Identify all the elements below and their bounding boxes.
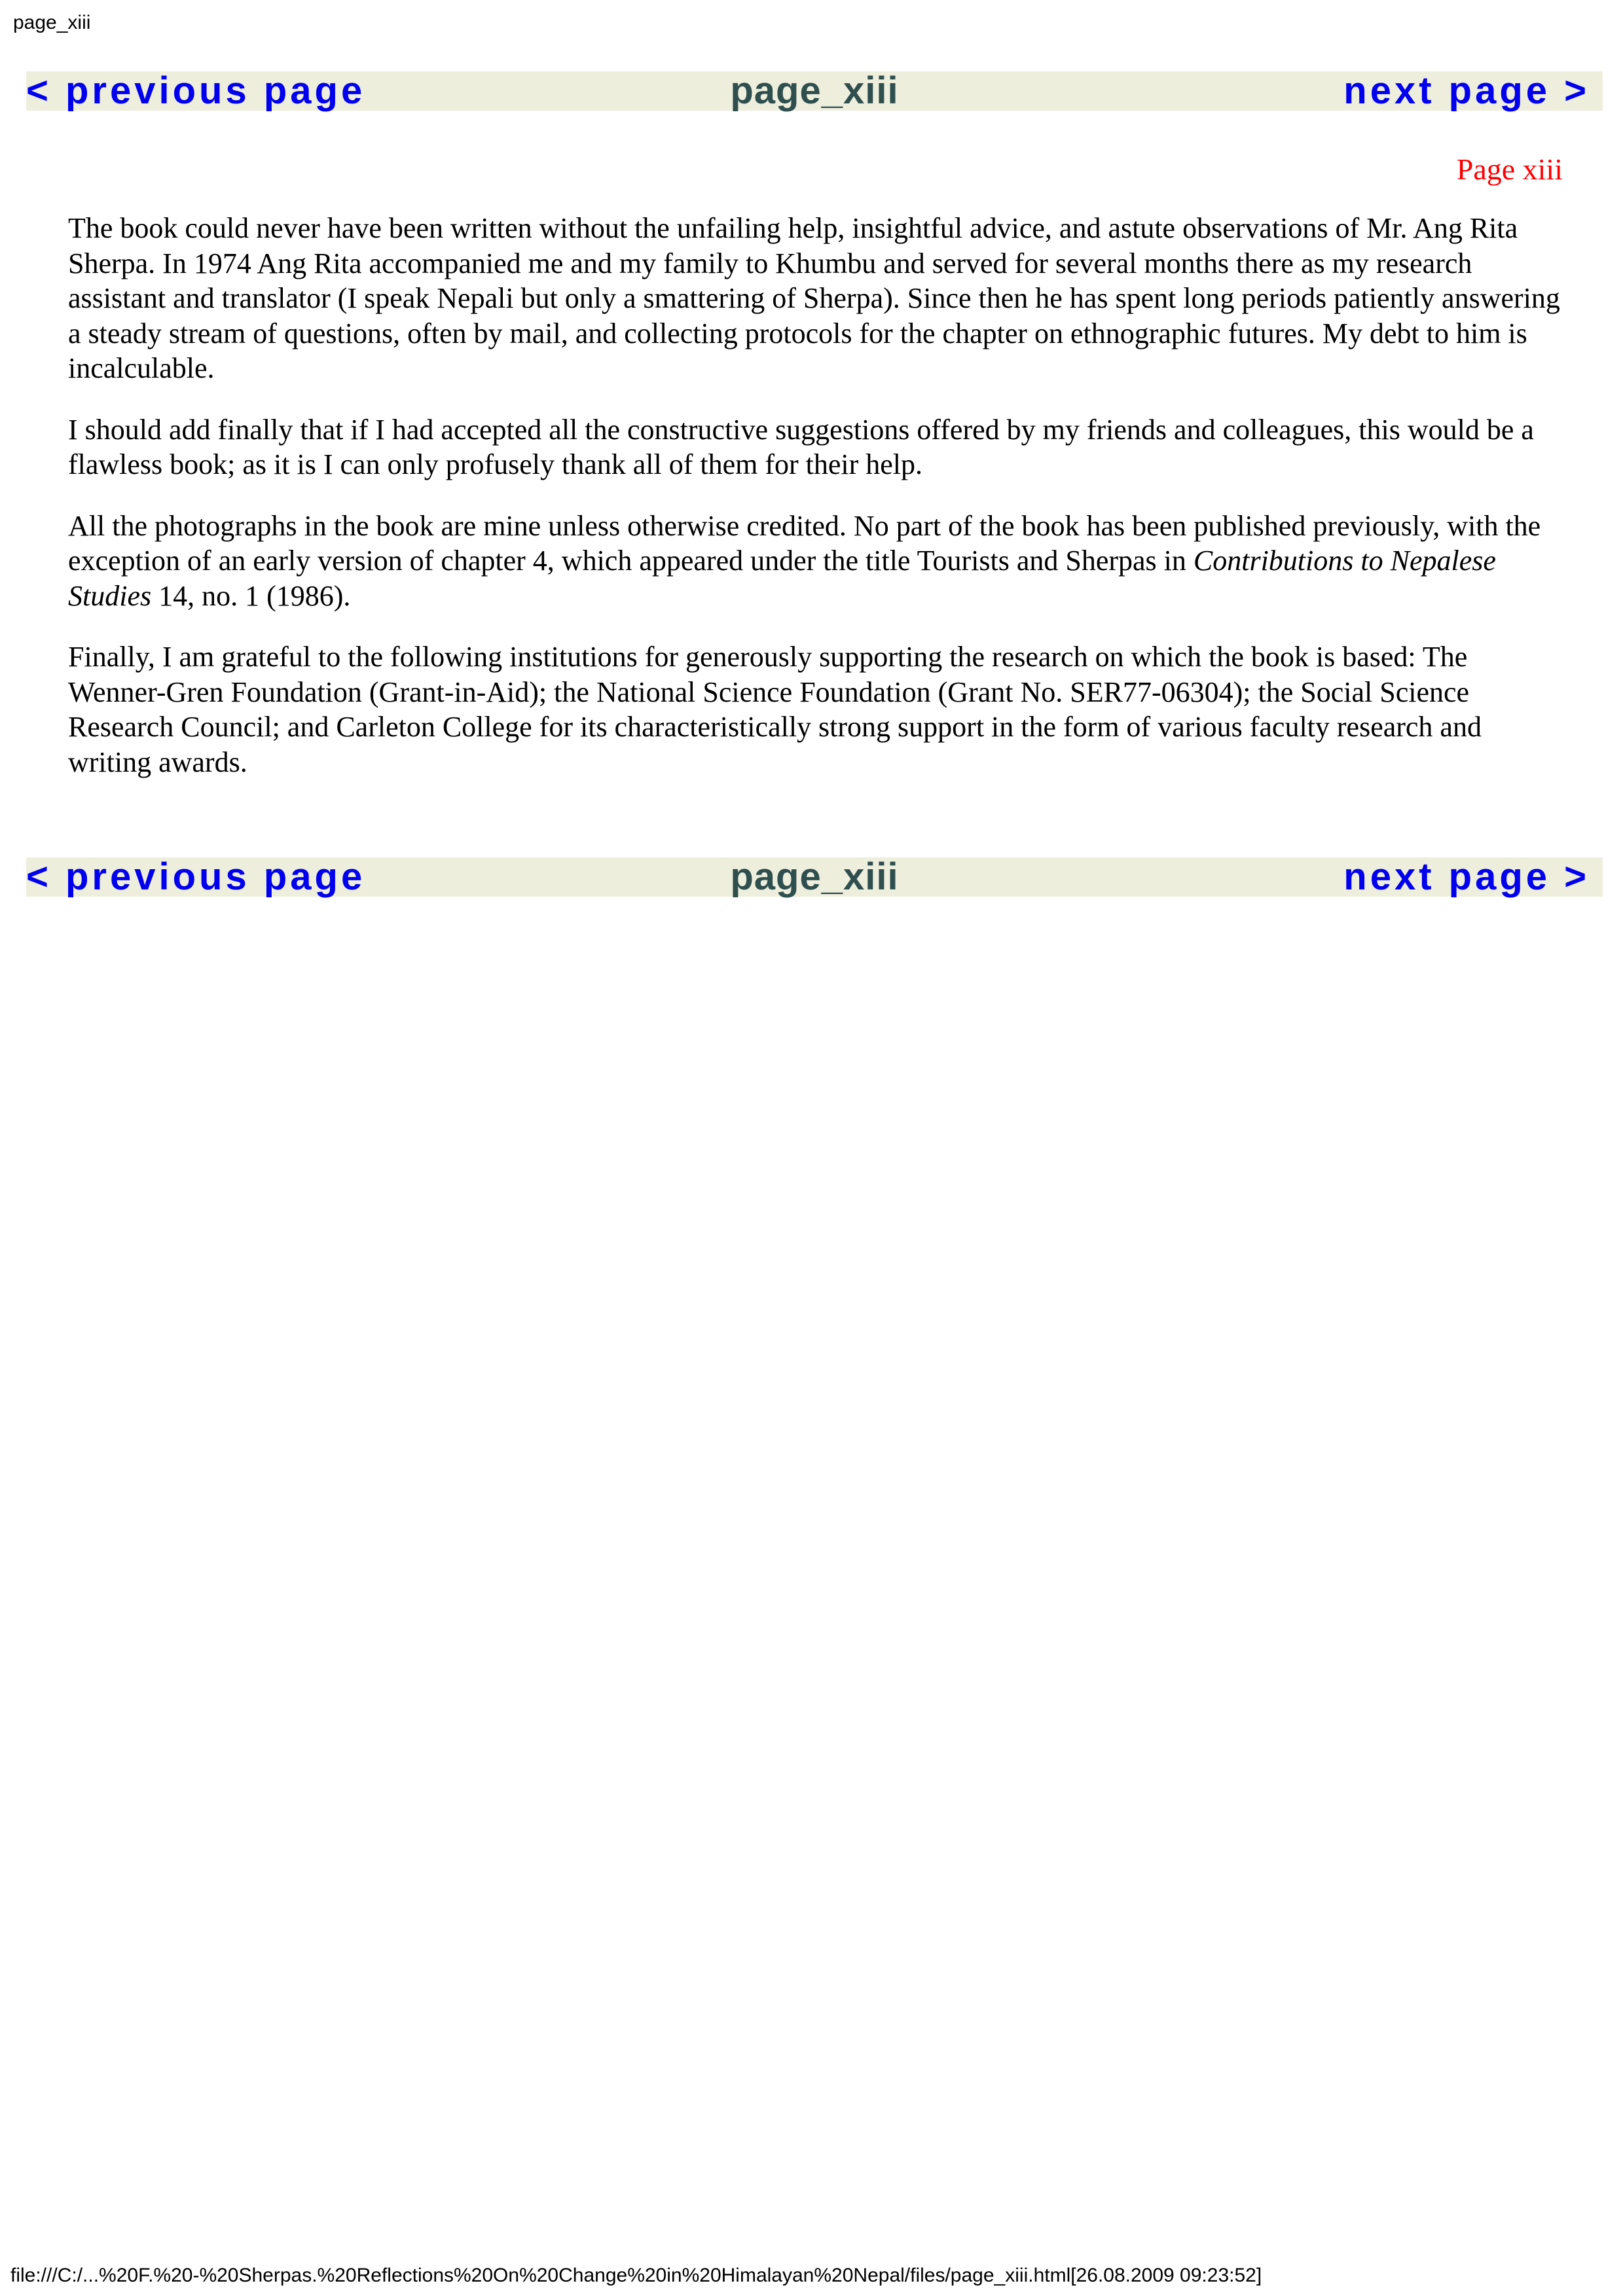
previous-page-link[interactable]: < previous page — [26, 69, 366, 112]
bottom-navigation-bar — [26, 857, 1603, 897]
document-footer-path: file:///C:/...%20F.%20-%20Sherpas.%20Reflections%20On%20Change%20in%20Himalayan%20Nepal/files/page_xiii.html[26.08.2009 09:23:52] — [10, 2265, 1262, 2286]
paragraph-photographs — [68, 509, 1567, 614]
next-page-link-bottom[interactable]: next page > — [1343, 855, 1590, 898]
page-content — [68, 211, 1567, 806]
journal-title: Contributions to Nepalese Studies — [68, 545, 1496, 612]
next-page-link[interactable]: next page > — [1343, 69, 1590, 112]
nav-page-title: page_xiii — [730, 69, 899, 112]
paragraph-acknowledgement-ang-rita: The book could never have been written without the unfailing help, insightful advice, and astute observations of Mr. Ang Rita Sherpa. In 1974 Ang Rita accompanied me and my family to Khumbu and served for several months there as my research assistant and translator (I speak Nepali but only a smattering of Sherpa). Since then he has spent long periods patiently answering a steady stream of questions, often by mail, and collecting protocols for the chapter on ethnographic futures. My debt to him is incalculable. — [68, 212, 1560, 384]
paragraph-photographs-text-start: All the photographs in the book are mine unless otherwise credited. No part of the book has been published previously, with the exception of an early version of chapter 4, which appeared under the title Tourists and Sherpas in — [68, 509, 1541, 577]
document-header-title: page_xiii — [13, 12, 91, 33]
top-navigation-bar — [26, 71, 1603, 111]
paragraph-suggestions: I should add finally that if I had accepted all the constructive suggestions offered by my friends and colleagues, this would be a flawless book; as it is I can only profusely thank all of them for their help. — [68, 413, 1534, 480]
previous-page-link-bottom[interactable]: < previous page — [26, 855, 366, 898]
paragraph-photographs-text-end: 14, no. 1 (1986). — [151, 579, 351, 612]
nav-page-title-bottom: page_xiii — [730, 855, 899, 898]
paragraph-institutions: Finally, I am grateful to the following institutions for generously supporting the research on which the book is based: The Wenner-Gren Foundation (Grant-in-Aid); the National Science Foundation (Grant No. SER77-06304); the Social Science Research Council; and Carleton College for its characteristically strong support in the form of various faculty research and writing awards. — [68, 641, 1482, 778]
page-number-label: Page xiii — [1456, 152, 1563, 186]
